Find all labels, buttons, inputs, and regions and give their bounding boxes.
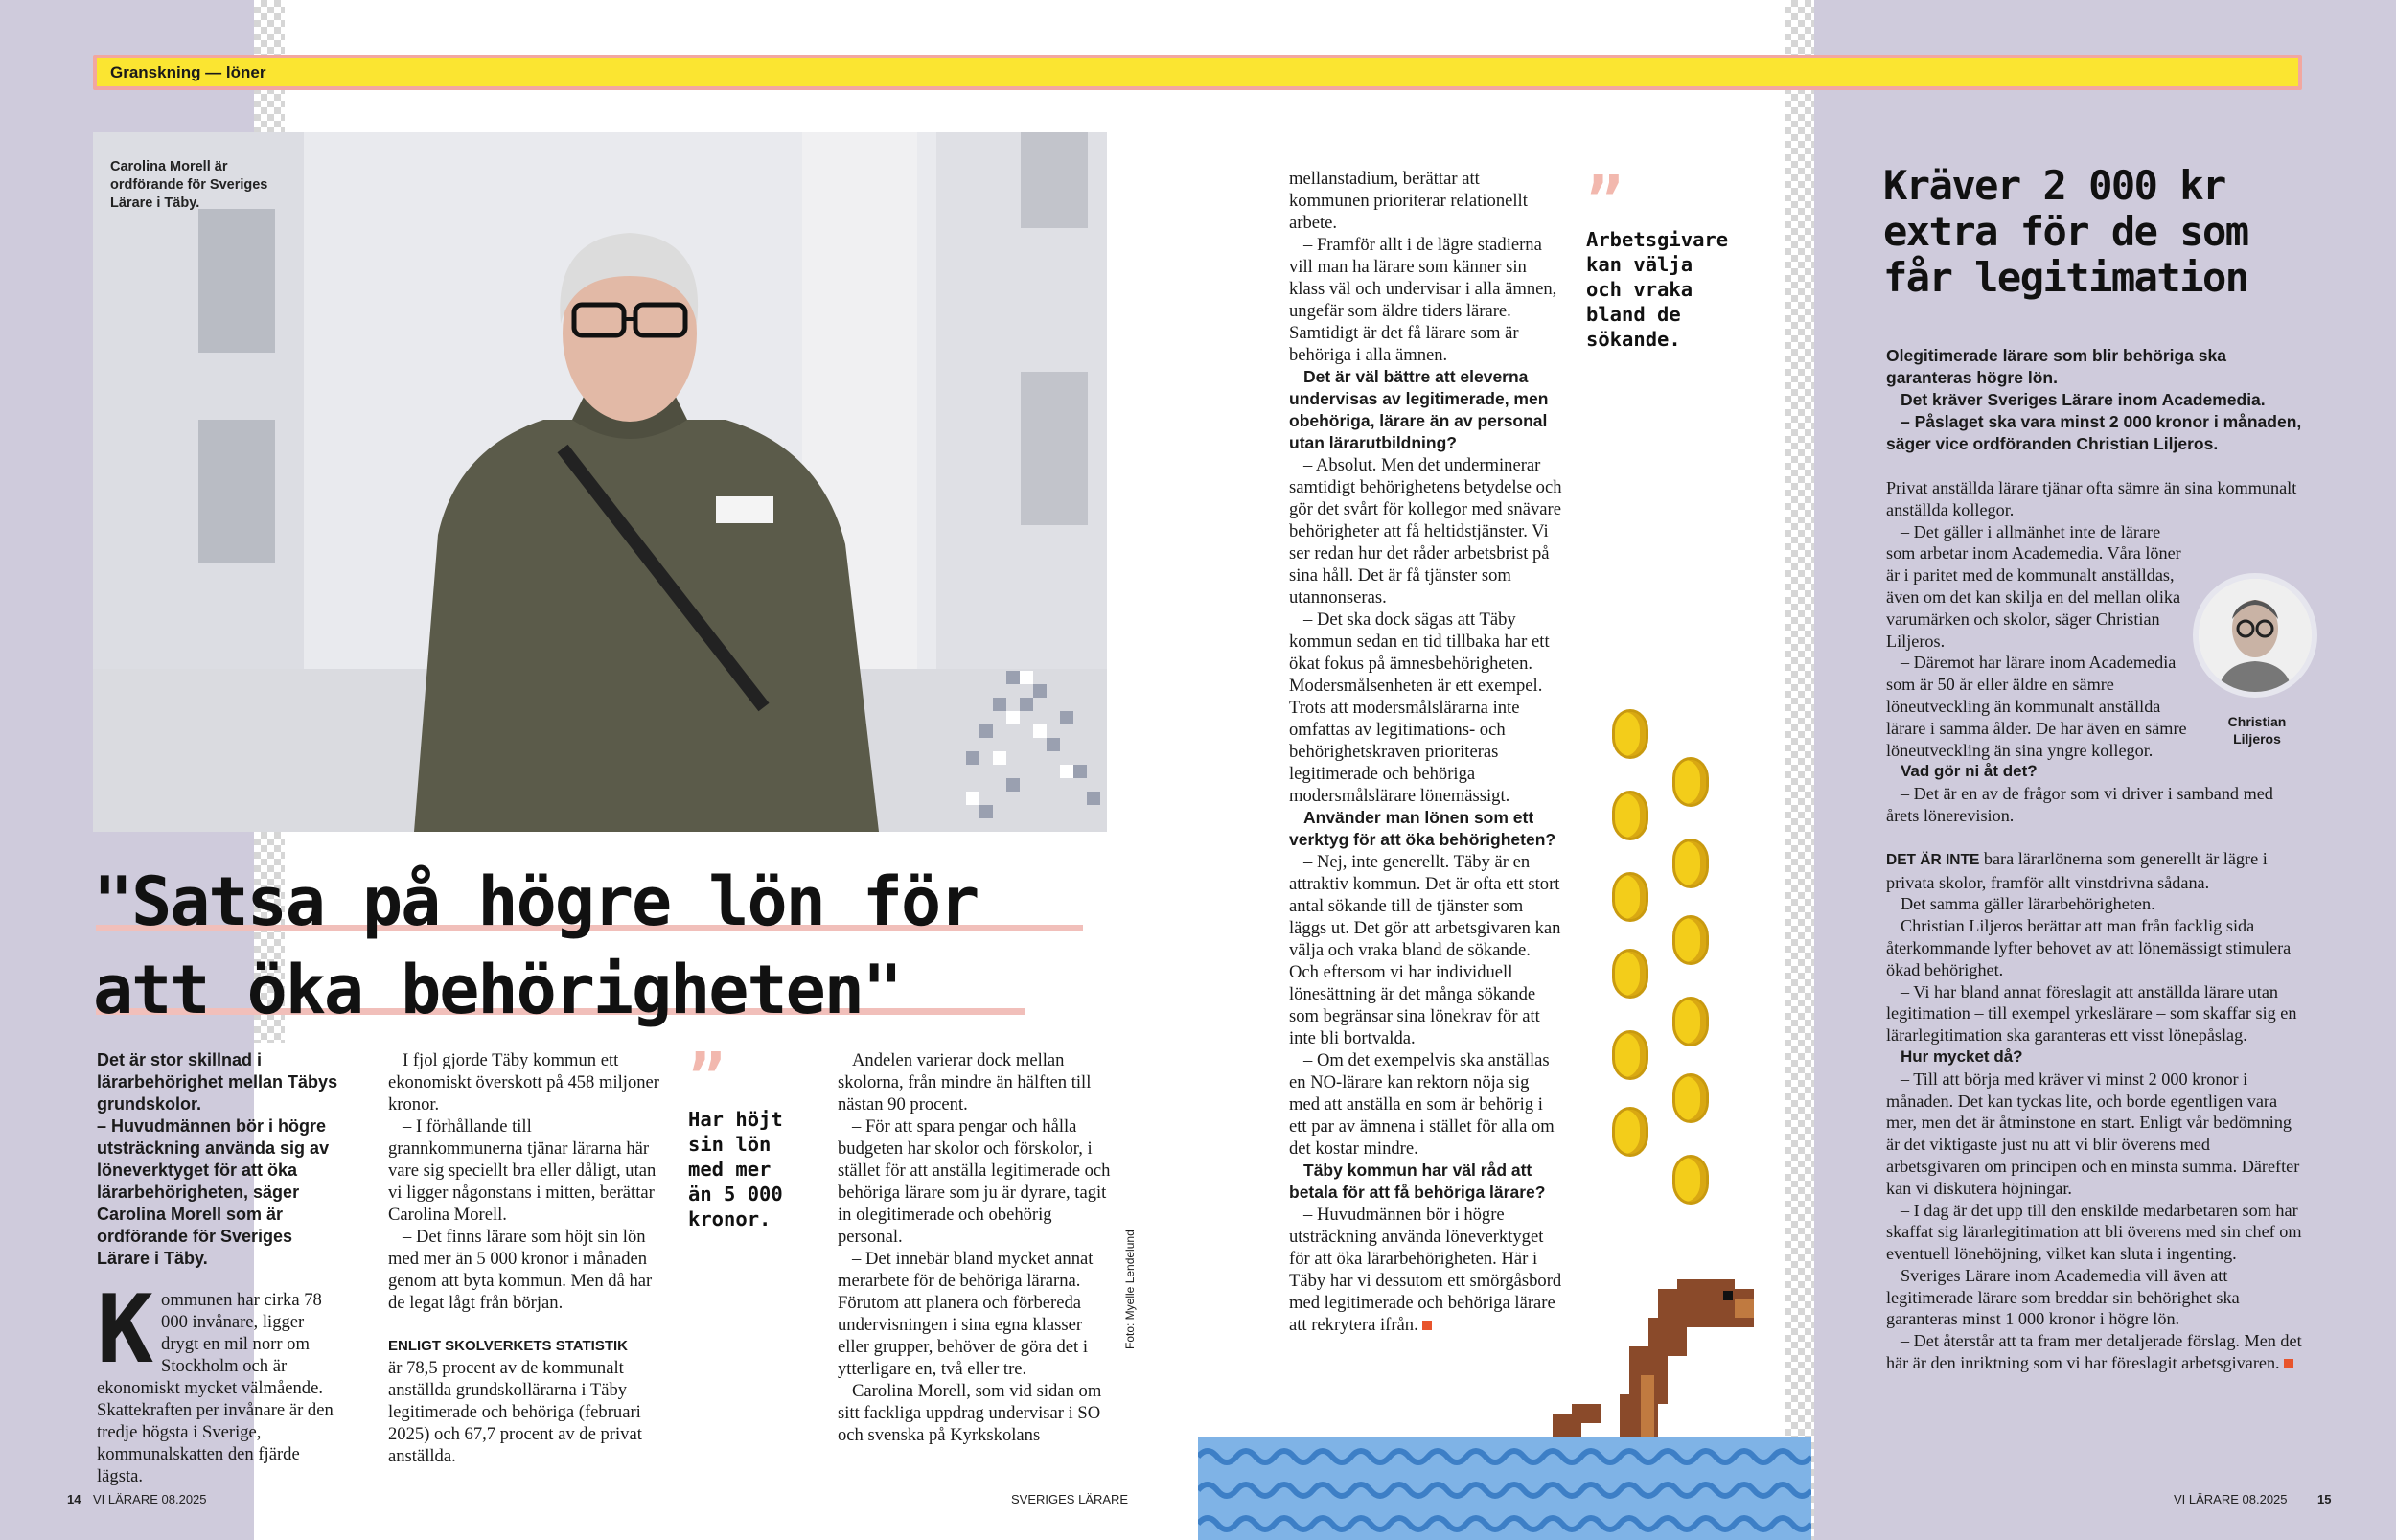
coin-icon [1612,791,1648,840]
interview-question: Använder man lönen som ett verktyg för att öka behörigheten? [1289,808,1556,849]
body-text: – I förhållande till grannkommunerna tjänar lärarna här vare sig speciellt bra eller dåligt, utan vi ligger någonstans i mitten, berättar Carolina Morell. [388,1116,657,1225]
body-text: – Om det exempelvis ska anställas en NO-lärare kan rektorn nöja sig med att anställa en som är behörig i ett par av ämnena i stället för alla om det kostar mindre. [1289,1050,1555,1159]
body-text: – För att spara pengar och hålla budgeten har skolor och förskolor, i stället för att anställa legitimerade och behöriga lärare som ju är dyrare, tagit in olegitimerade och obehörig personal. [838,1116,1111,1247]
portrait-caption: Christian Liljeros [2227,714,2287,747]
lead-caps: DET ÄR INTE [1886,851,1980,868]
sea-serpent-illustration [1198,1260,1811,1540]
headline-line: att öka behörigheten" [93,951,902,1029]
body-text: Privat anställda lärare tjänar ofta sämre än sina kommunalt anställda kollegor. [1886,478,2297,519]
interview-question: Hur mycket då? [1901,1046,2023,1066]
coin-icon [1672,839,1709,888]
body-text: – Det innebär bland mycket annat merarbete för de behöriga lärarna. Förutom att planera och förbereda undervisningen i sina egna klasser eller grupper, behöver de göra det i ytterligare en, två eller tre. [838,1249,1094,1379]
ingress: Det är stor skillnad i lärarbehörighet mellan Täbys grundskolor. [97,1050,338,1114]
photo-credit: Foto: Myelle Lendelund [1123,1230,1137,1349]
body-text: – Till att börja med kräver vi minst 2 000 kronor i månaden. Det kan tyckas lite, och borde egentligen vara mer, men det är åtminstone en start. Enligt vår bedömning är det viktigaste just nu att vi blir överens med arbetsgivaren om principen och en minsta summa. Därefter kan vi diskutera höjningar. [1886,1069,2300,1198]
end-mark-icon [2284,1359,2293,1368]
body-text: – Det finns lärare som höjt sin lön med mer än 5 000 kronor i månaden genom att byta kommun. Men då har de legat lågt från början. [388,1227,653,1313]
body-text [1886,1330,2308,1374]
interview-question: Det är väl bättre att eleverna undervisas av legitimerade, men obehöriga, lärare än av personal utan lärarutbildning? [1289,367,1549,452]
body-text: – Däremot har lärare inom Academedia som är 50 år eller äldre en sämre löneutveckling än kommunalt anställda lärare i samma ålder. De har även en sämre löneutveckling än sina yngre kollegor. [1886,653,2187,760]
headline-line: "Satsa på högre lön för [93,862,979,941]
body-text: – Huvudmännen bör i högre utsträckning använda löneverktyget för att öka lärarbehörigheten. Här i Täby har vi dessutom ett smörgåsbord med legitimerade och behöriga lärare att rekrytera ifrån. [1289,1205,1562,1335]
headline [93,858,1128,1034]
coin-icon [1612,709,1648,759]
pull-quote: Arbetsgivare kan välja och vraka bland de sökande. [1586,228,1729,351]
body-text: – I dag är det upp till den enskilde medarbetaren som har skaffat sig lärarlegitimation att bli överens med sin chef om eventuell lönehöjning, vilket kan sluta i ingenting. [1886,1200,2302,1264]
magazine-issue-right: VI LÄRARE 08.2025 [2174,1492,2288,1506]
body-text: ommunen har cirka 78 000 invånare, ligger drygt en mil norr om Stockholm och är ekonomiskt mycket välmående. Skattekraften per invånare är den tredje högsta i Sverige, kommunalskatten den fjärde lägsta. [97,1290,334,1486]
body-text: – Det återstår att ta fram mer detaljerade förslag. Men det här är den inriktning som vi har föreslagit arbetsgivaren. [1886,1331,2302,1373]
sidebar-ingress [1886,345,2308,455]
coin-icon [1672,915,1709,965]
article-column-2 [388,1049,666,1467]
interview-question: Täby kommun har väl råd att betala för att få behöriga lärare? [1289,1161,1546,1202]
coin-icon [1612,949,1648,999]
coin-icon [1672,1155,1709,1205]
body-text: Carolina Morell, som vid sidan om sitt fackliga uppdrag undervisar i SO och svenska på Kyrkskolans [838,1381,1102,1445]
photo-illustration [93,132,1107,832]
body-text: mellanstadium, berättar att kommunen prioriterar relationellt arbete. [1289,169,1528,233]
quote-icon: ” [688,1043,726,1114]
quote-icon: ” [1586,166,1624,237]
sidebar-title: Kräver 2 000 kr extra för de som får legitimation [1883,162,2248,301]
coin-icon [1672,1073,1709,1123]
section-label: Granskning — löner [110,63,266,81]
ingress: – Påslaget ska vara minst 2 000 kronor i månaden, säger vice ordföranden Christian Liljeros. [1886,412,2302,453]
body-text: Sveriges Lärare inom Academedia vill även att legitimerade lärare som breddar sin behörighet ska garanteras minst 1 000 kronor i högre lön. [1886,1265,2240,1329]
body-text: är 78,5 procent av de kommunalt anställda grundskollärarna i Täby legitimerade och behöriga (februari 2025) och 67,7 procent av de privat anställda. [388,1358,642,1466]
page-number-left: 14 [67,1492,81,1506]
interview-question: Vad gör ni åt det? [1901,762,2038,781]
coin-icon [1672,997,1709,1046]
coin-icon [1612,1030,1648,1080]
body-text: Andelen varierar dock mellan skolorna, från mindre än hälften till nästan 90 procent. [838,1050,1092,1115]
body-text: – Nej, inte generellt. Täby är en attraktiv kommun. Det är ofta ett stort antal sökande till de tjänster som läggs ut. Det gör att arbetsgivaren kan välja och vraka bland de sökande. Och eftersom vi har individuell lönesättning är det många sökande som begränsar sina lönekrav för att inte bli bortvalda. [1289,852,1561,1048]
pull-quote: Har höjt sin lön med mer än 5 000 kronor. [688,1108,783,1230]
section-header-bar [93,55,2302,90]
pixel-decoration [956,671,1110,834]
coin-icon [1612,1107,1648,1157]
body-text: – Vi har bland annat föreslagit att anställda lärare utan legitimation – till exempel yrkeslärare – som skaffar sig en lärarlegitimation ska garanteras ett visst lönepåslag. [1886,981,2297,1046]
body-text: – Det är en av de frågor som vi driver i samband med årets lönerevision. [1886,784,2273,825]
body-text: – Det ska dock sägas att Täby kommun sedan en tid tillbaka har ett ökat fokus på ämnesbehörigheten. Modersmålsenheten är ett exempel. Trots att modersmålslärarna inte omfattas av legitimations- och behörighetskraven prioriteras legitimerade och behöriga modersmålslärare lönemässigt. [1289,609,1550,806]
body-text: – Det gäller i allmänhet inte de lärare som arbetar inom Academedia. Våra löner är i paritet med de kommunalt anställdas, även om det kan skilja en del mellan olika varumärken och skolor, säger Christian Liljeros. [1886,521,2181,651]
article-column-4 [1289,168,1562,1336]
body-text: – Absolut. Men det underminerar samtidigt behörighetens betydelse och gör det svårt för kollegor med snävare behörigheter att få heltidstjänster. Vi ser redan hur det råder arbetsbrist på sina håll. Det är få tjänster som utannonseras. [1289,455,1562,608]
coin-icon [1612,872,1648,922]
subhead: ENLIGT SKOLVERKETS STATISTIK [388,1338,629,1354]
body-text: bara lärarlönerna som generellt är lägre i privata skolor, framför allt vinstdrivna sådana. [1886,848,2268,892]
body-text: – Framför allt i de lägre stadierna vill man ha lärare som känner sin klass väl och undervisar i alla ämnen, ungefär som äldre tiders lärare. Samtidigt är det få lärare som är behöriga i alla ämnen. [1289,235,1557,365]
coin-icon [1672,757,1709,807]
article-column-1 [97,1049,342,1487]
page-number-right: 15 [2317,1492,2332,1506]
ingress: Det kräver Sveriges Lärare inom Academedia. [1901,390,2266,409]
sidebar-body [1886,477,2308,1374]
body-text: Det samma gäller lärarbehörigheten. [1901,894,2155,914]
ingress: – Huvudmännen bör i högre utsträckning använda sig av löneverktyget för att öka lärarbehörigheten, säger Carolina Morell som är ordförande för Sveriges Lärare i Täby. [97,1116,330,1268]
magazine-issue-left: VI LÄRARE 08.2025 [93,1492,207,1506]
photo-caption: Carolina Morell är ordförande för Sveriges Lärare i Täby. [110,159,268,211]
portrait-photo [93,132,1107,832]
article-column-3 [838,1049,1116,1446]
footer-center-label: SVERIGES LÄRARE [1011,1492,1129,1506]
ingress: Olegitimerade lärare som blir behöriga ska garanteras högre lön. [1886,346,2226,387]
body-text [1886,848,2308,894]
body-text: I fjol gjorde Täby kommun ett ekonomiskt överskott på 458 miljoner kronor. [388,1050,660,1115]
body-text: Christian Liljeros berättar att man från facklig sida återkommande lyfter behovet av att lönemässigt stimulera ökad behörighet. [1886,916,2292,979]
drop-cap: K [97,1276,154,1385]
